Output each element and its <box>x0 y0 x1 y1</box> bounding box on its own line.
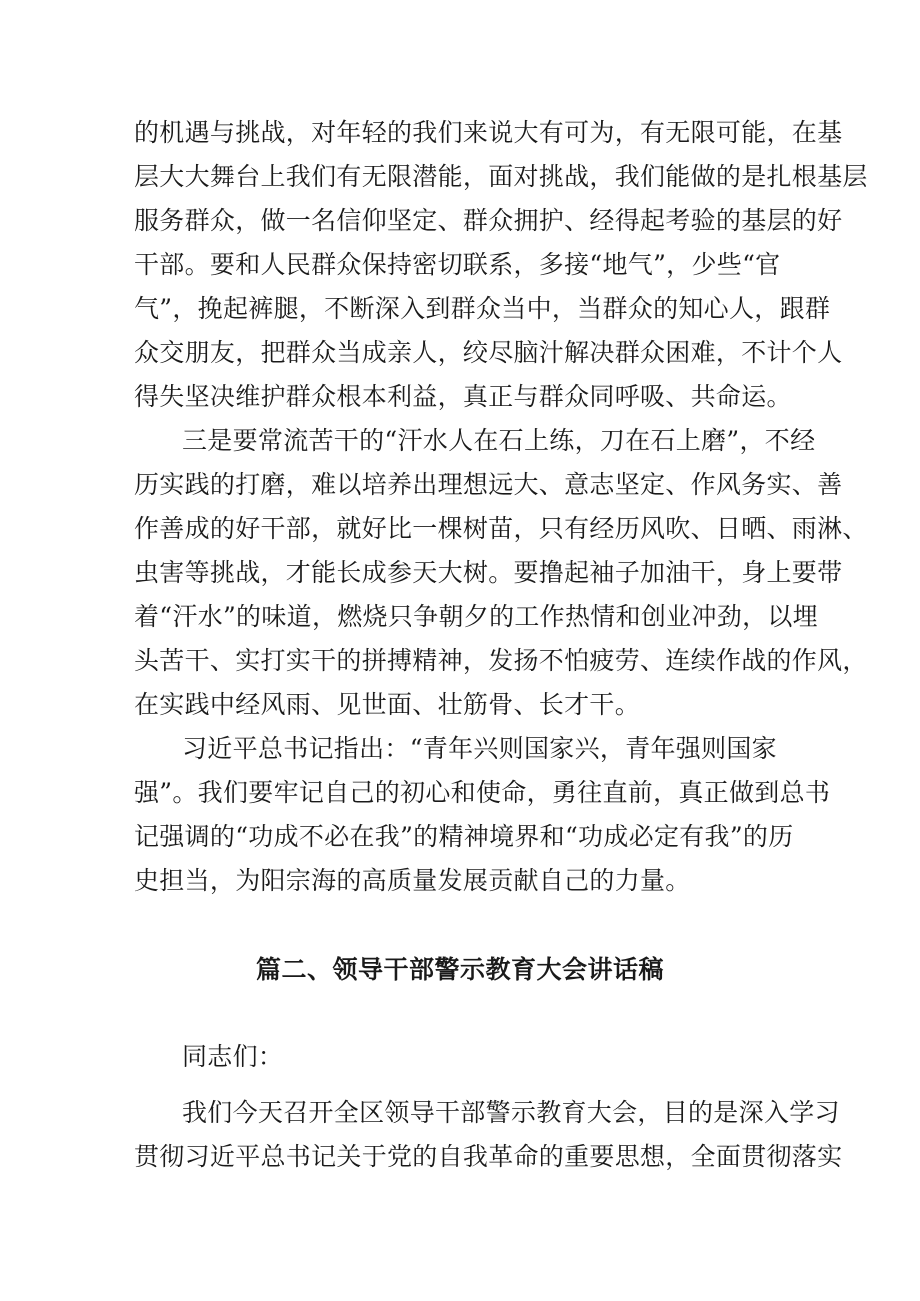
text-line: 在实践中经风雨、见世面、壮筋骨、长才干。 <box>134 690 641 719</box>
text-line: 虫害等挑战，才能长成参天大树。要撸起袖子加油干，身上要带 <box>134 558 843 587</box>
text-line: 服务群众，做一名信仰坚定、群众拥护、经得起考验的基层的好 <box>134 206 843 235</box>
text-line: 强”。我们要牢记自己的初心和使命，勇往直前，真正做到总书 <box>134 778 831 807</box>
text-line: 史担当，为阳宗海的高质量发展贡献自己的力量。 <box>134 866 691 895</box>
text-line: 三是要常流苦干的“汗水人在石上练，刀在石上磨”，不经 <box>182 426 816 455</box>
text-line: 我们今天召开全区领导干部警示教育大会，目的是深入学习 <box>182 1098 840 1127</box>
text-line: 层大大舞台上我们有无限潜能，面对挑战，我们能做的是扎根基层 <box>134 162 868 191</box>
section-heading: 篇二、领导干部警示教育大会讲话稿 <box>255 955 664 984</box>
text-line: 众交朋友，把群众当成亲人，绞尽脑汁解决群众困难，不计个人 <box>134 338 843 367</box>
text-line: 记强调的“功成不必在我”的精神境界和“功成必定有我”的历 <box>134 822 794 851</box>
text-line: 历实践的打磨，难以培养出理想远大、意志坚定、作风务实、善 <box>134 470 843 499</box>
text-line: 气”，挽起裤腿，不断深入到群众当中，当群众的知心人，跟群 <box>134 294 831 323</box>
text-line: 头苦干、实打实干的拼搏精神，发扬不怕疲劳、连续作战的作风， <box>134 646 868 675</box>
text-line: 得失坚决维护群众根本利益，真正与群众同呼吸、共命运。 <box>134 382 792 411</box>
text-line: 贯彻习近平总书记关于党的自我革命的重要思想，全面贯彻落实 <box>134 1142 843 1171</box>
text-line: 干部。要和人民群众保持密切联系，多接“地气”，少些“官 <box>134 250 781 279</box>
text-line: 着“汗水”的味道，燃烧只争朝夕的工作热情和创业冲劲，以埋 <box>134 602 818 631</box>
text-line: 习近平总书记指出：“青年兴则国家兴，青年强则国家 <box>182 734 777 763</box>
text-line: 的机遇与挑战，对年轻的我们来说大有可为，有无限可能，在基 <box>134 118 843 147</box>
salutation: 同志们： <box>182 1042 284 1071</box>
text-line: 作善成的好干部，就好比一棵树苗，只有经历风吹、日晒、雨淋、 <box>134 514 868 543</box>
